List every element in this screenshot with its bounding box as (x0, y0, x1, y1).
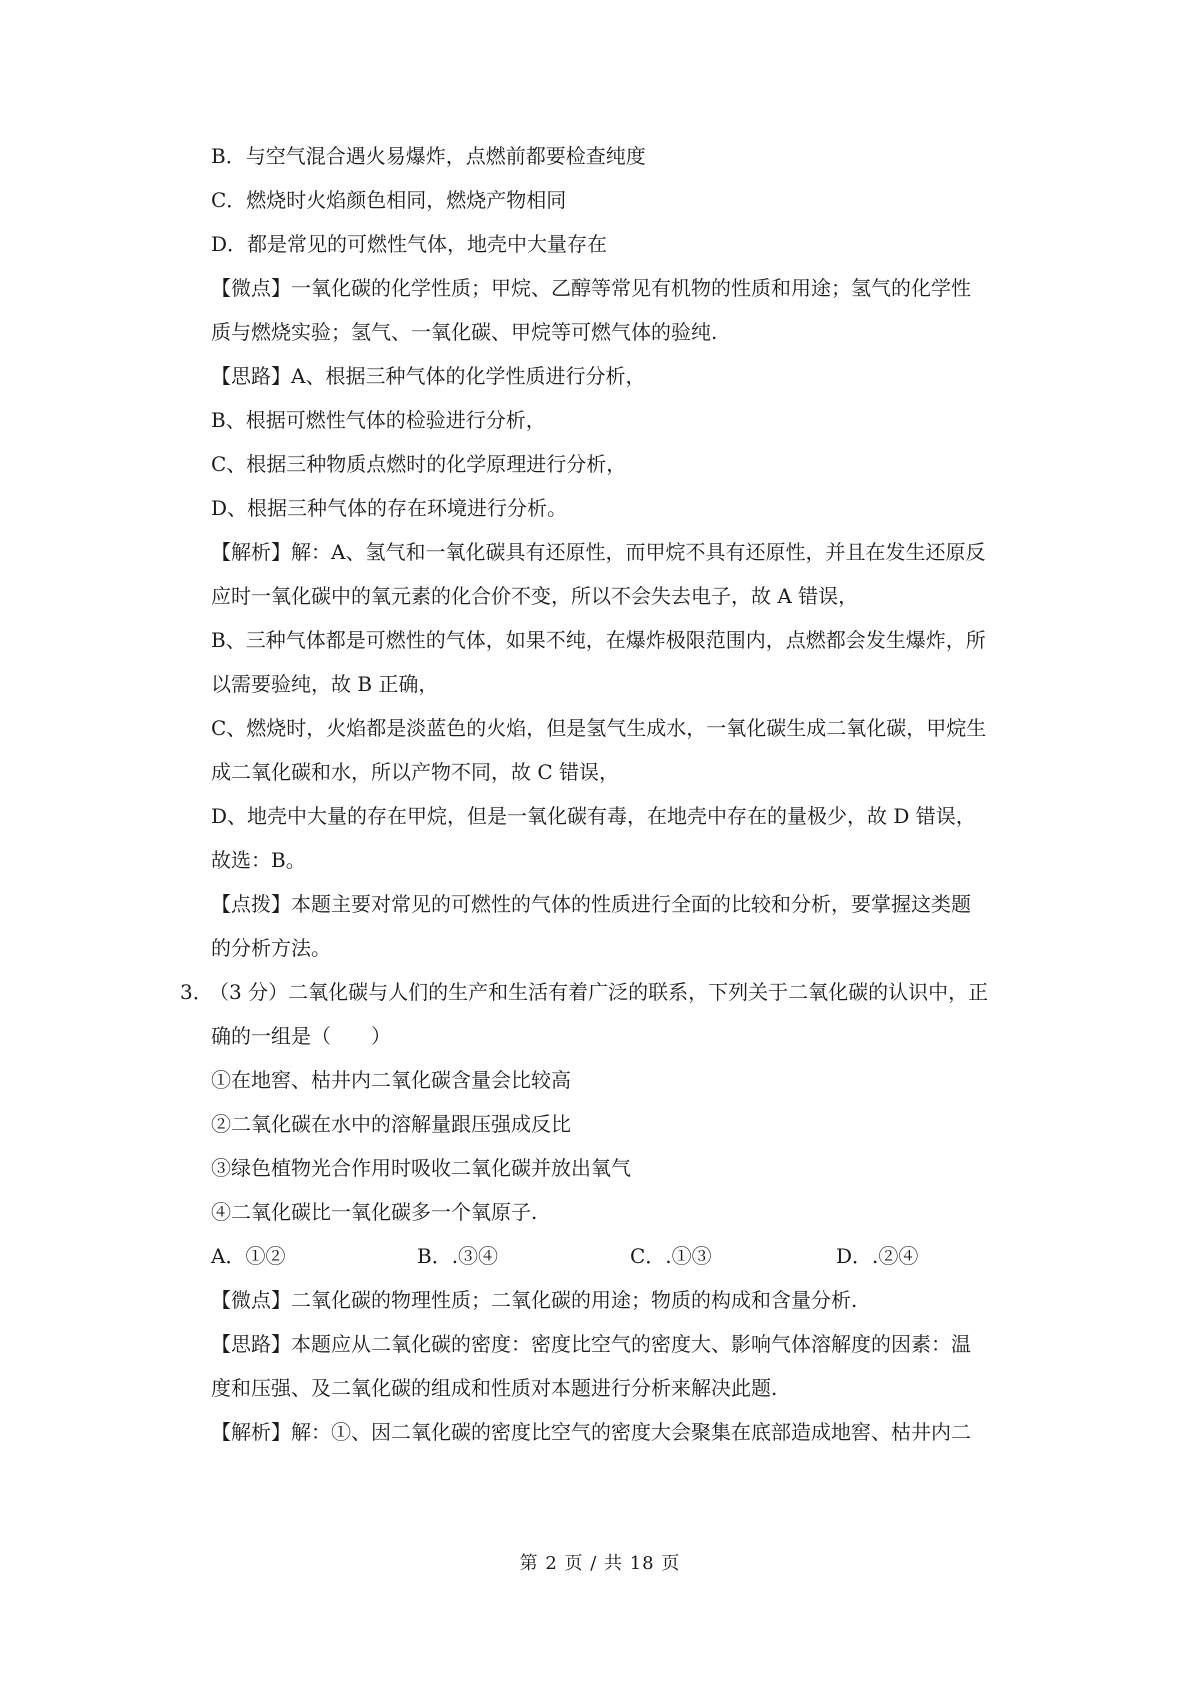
dianbo-line-1: 【点拨】本题主要对常见的可燃性的气体的性质进行全面的比较和分析，要掌握这类题 (211, 892, 971, 916)
q3-jiexi-line-1: 【解析】解：①、因二氧化碳的密度比空气的密度大会聚集在底部造成地窖、枯井内二 (211, 1420, 971, 1444)
option-c-line: C．燃烧时火焰颜色相同，燃烧产物相同 (211, 188, 567, 212)
weidian-line-2: 质与燃烧实验；氢气、一氧化碳、甲烷等可燃气体的验纯. (211, 320, 718, 344)
answer-option-c: C．.①③ (630, 1244, 712, 1268)
jiexi-line-3: B、三种气体都是可燃性的气体，如果不纯，在爆炸极限范围内，点燃都会发生爆炸，所 (211, 628, 986, 652)
silu-line-4: D、根据三种气体的存在环境进行分析。 (211, 496, 568, 520)
statement-1: ①在地窖、枯井内二氧化碳含量会比较高 (211, 1068, 571, 1092)
option-b-line: B．与空气混合遇火易爆炸，点燃前都要检查纯度 (211, 144, 646, 168)
dianbo-line-2: 的分析方法。 (211, 936, 331, 960)
statement-4: ④二氧化碳比一氧化碳多一个氧原子. (211, 1200, 538, 1224)
jiexi-line-1: 【解析】解：A、氢气和一氧化碳具有还原性，而甲烷不具有还原性，并且在发生还原反 (211, 540, 986, 564)
jiexi-line-6: 成二氧化碳和水，所以产物不同，故 C 错误， (211, 760, 620, 784)
silu-line-2: B、根据可燃性气体的检验进行分析， (211, 408, 546, 432)
q3-weidian-line: 【微点】二氧化碳的物理性质；二氧化碳的用途；物质的构成和含量分析. (211, 1288, 858, 1312)
weidian-line-1: 【微点】一氧化碳的化学性质；甲烷、乙醇等常见有机物的性质和用途；氢气的化学性 (211, 276, 971, 300)
q3-silu-line-2: 度和压强、及二氧化碳的组成和性质对本题进行分析来解决此题. (211, 1376, 778, 1400)
statement-3: ③绿色植物光合作用时吸收二氧化碳并放出氧气 (211, 1156, 631, 1180)
jiexi-line-4: 以需要验纯，故 B 正确， (211, 672, 439, 696)
option-d-line: D．都是常见的可燃性气体，地壳中大量存在 (211, 232, 608, 256)
jiexi-line-5: C、燃烧时，火焰都是淡蓝色的火焰，但是氢气生成水，一氧化碳生成二氧化碳，甲烷生 (211, 716, 987, 740)
question-stem-line-1: （3 分）二氧化碳与人们的生产和生活有着广泛的联系，下列关于二氧化碳的认识中，正 (209, 980, 989, 1004)
silu-line-1: 【思路】A、根据三种气体的化学性质进行分析， (211, 364, 646, 388)
answer-option-b: B．.③④ (417, 1244, 499, 1268)
jiexi-line-7: D、地壳中大量的存在甲烷，但是一氧化碳有毒，在地壳中存在的量极少，故 D 错误， (211, 804, 976, 828)
answer-line: 故选：B。 (211, 848, 306, 872)
question-number: 3． (180, 980, 213, 1004)
silu-line-3: C、根据三种物质点燃时的化学原理进行分析， (211, 452, 627, 476)
page-footer: 第 2 页 / 共 18 页 (519, 1553, 681, 1574)
statement-2: ②二氧化碳在水中的溶解量跟压强成反比 (211, 1112, 571, 1136)
answer-option-a: A．①② (211, 1244, 286, 1268)
jiexi-line-2: 应时一氧化碳中的氧元素的化合价不变，所以不会失去电子，故 A 错误， (211, 584, 859, 608)
question-stem-line-2: 确的一组是（ ） (211, 1024, 391, 1048)
q3-silu-line-1: 【思路】本题应从二氧化碳的密度：密度比空气的密度大、影响气体溶解度的因素：温 (211, 1332, 971, 1356)
answer-option-d: D．.②④ (836, 1244, 919, 1268)
